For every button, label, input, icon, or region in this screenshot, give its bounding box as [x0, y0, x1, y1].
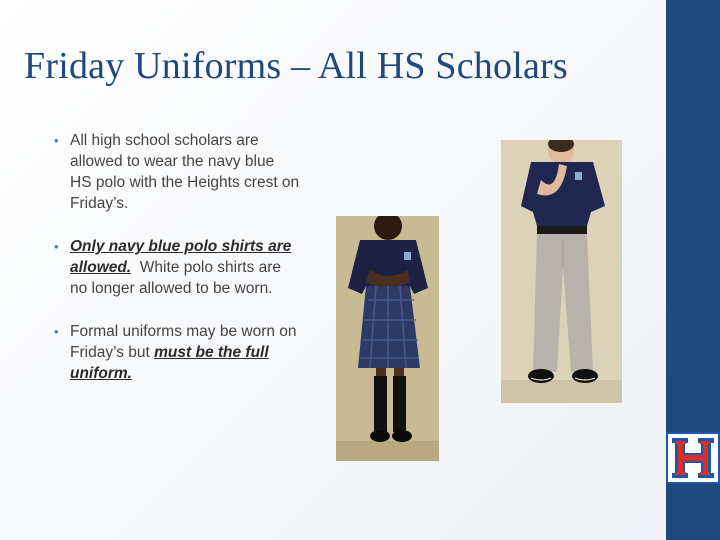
bullet-emphasis-text: Only navy blue polo shirts are allowed. [70, 238, 292, 276]
bullet-marker: • [54, 133, 59, 148]
bullet-item-3 [50, 321, 300, 384]
bullet-marker: • [54, 239, 59, 254]
bullet-emphasis-text: must be the full uniform. [70, 344, 269, 382]
student-skirt-uniform-illustration [336, 216, 439, 461]
bullet-text: Formal uniforms may be worn on Friday’s but [70, 323, 297, 361]
student-skirt-uniform-photo [336, 216, 439, 461]
bullet-text: All high school scholars are allowed to wear the navy blue HS polo with the Heights crest on Friday’s. [70, 132, 300, 212]
school-h-logo-graphic [666, 432, 720, 484]
bullet-text: White polo shirts are no longer allowed to be worn. [70, 259, 286, 297]
student-khaki-uniform-illustration [501, 140, 622, 403]
slide-title: Friday Uniforms – All HS Scholars [24, 45, 568, 87]
school-h-logo [666, 432, 720, 484]
bullet-item-1 [50, 130, 300, 214]
student-khaki-uniform-photo [501, 140, 622, 403]
bullet-list [50, 130, 300, 406]
bullet-marker: • [54, 324, 59, 339]
bullet-item-2 [50, 236, 300, 299]
